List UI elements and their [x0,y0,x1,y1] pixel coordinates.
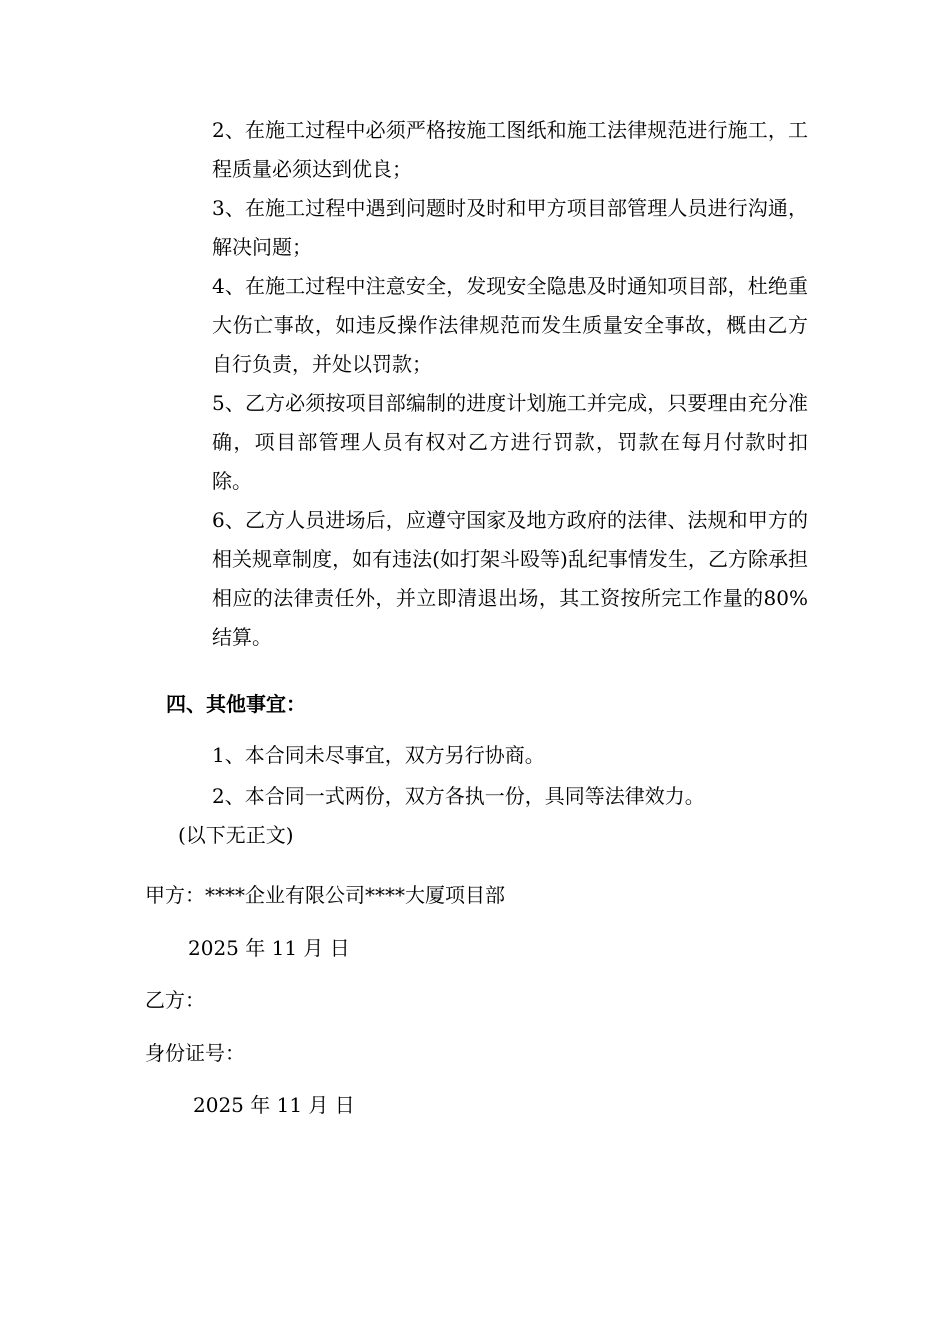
party-a-date: 2025 年 11 月 日 [188,936,350,960]
id-number-field: 身份证号： [145,1041,245,1065]
end-note: (以下无正文) [178,823,294,847]
party-b-date: 2025 年 11 月 日 [193,1093,355,1117]
other-matter-2: 2、本合同一式两份，双方各执一份，具同等法律效力。 [212,784,705,808]
clause-5: 5、乙方必须按项目部编制的进度计划施工并完成，只要理由充分准确，项目部管理人员有权对乙方进行罚款，罚款在每月付款时扣除。 [212,391,808,493]
party-a-signature: 甲方：****企业有限公司****大厦项目部 [145,883,505,907]
clause-3: 3、在施工过程中遇到问题时及时和甲方项目部管理人员进行沟通，解决问题； [212,196,808,259]
section-heading: 四、其他事宜： [166,692,306,716]
other-matter-1: 1、本合同未尽事宜，双方另行协商。 [212,743,545,767]
clause-6: 6、乙方人员进场后，应遵守国家及地方政府的法律、法规和甲方的相关规章制度，如有违法(如打架斗殴等)乱纪事情发生，乙方除承担相应的法律责任外，并立即清退出场，其工资按所完工作量的80%结算。 [212,508,808,649]
clause-2: 2、在施工过程中必须严格按施工图纸和施工法律规范进行施工，工程质量必须达到优良； [212,118,808,181]
party-b-signature: 乙方： [145,988,205,1012]
clause-4: 4、在施工过程中注意安全，发现安全隐患及时通知项目部，杜绝重大伤亡事故，如违反操作法律规范而发生质量安全事故，概由乙方自行负责，并处以罚款； [212,274,808,376]
